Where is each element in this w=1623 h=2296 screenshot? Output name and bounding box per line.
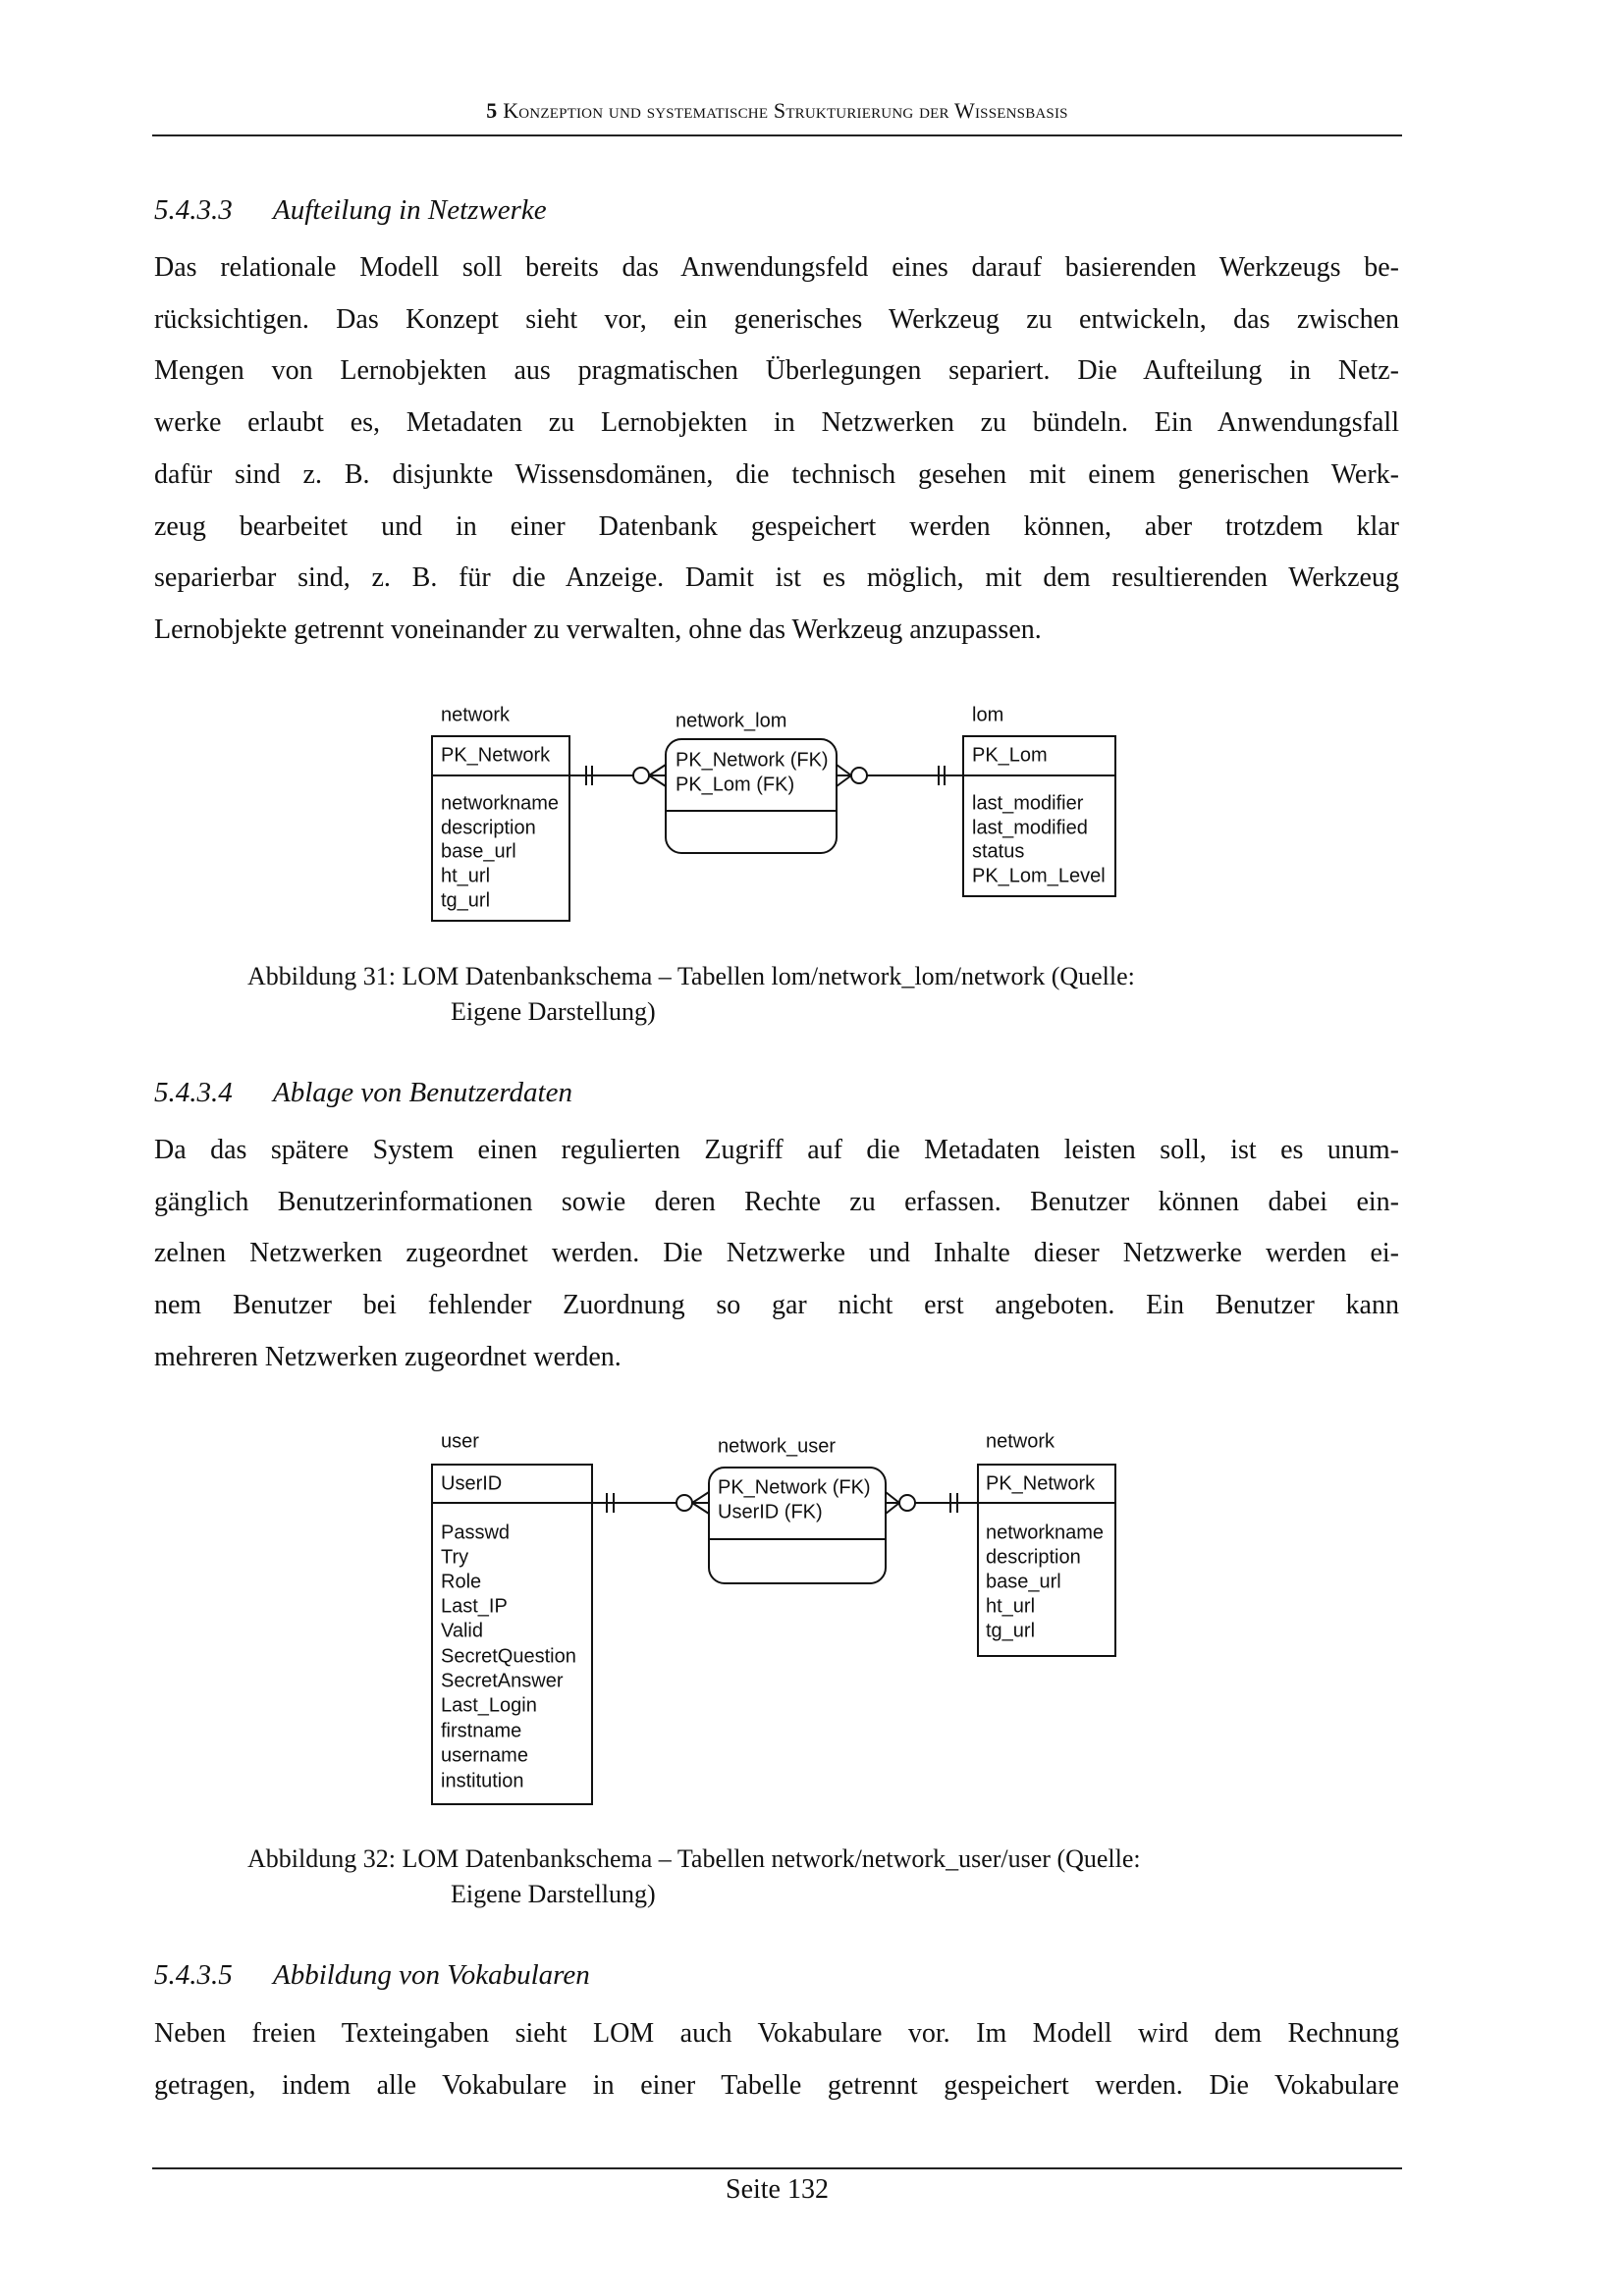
entity-name: network — [441, 704, 511, 726]
primary-key: PK_Network — [441, 744, 551, 767]
attribute: networkname — [441, 792, 560, 815]
text-line: werke erlaubt es, Metadaten zu Lernobjekten in Netzwerken zu bündeln. Ein Anwendungsfall — [154, 407, 1399, 439]
attribute: Valid — [441, 1620, 483, 1642]
text-line: nem Benutzer bei fehlender Zuordnung so gar nicht erst angeboten. Ein Benutzer kann — [154, 1290, 1399, 1321]
text-line: Lernobjekte getrennt voneinander zu verwalten, ohne das Werkzeug anzupassen. — [154, 614, 1042, 645]
figure-caption — [247, 959, 1318, 1030]
attribute: last_modified — [972, 817, 1088, 839]
paragraph — [154, 2008, 1399, 2111]
relationship-connector — [592, 1492, 709, 1514]
attribute: SecretAnswer — [441, 1670, 564, 1692]
section-number: 5.4.3.3 — [154, 194, 233, 226]
entity-name: network — [986, 1430, 1055, 1453]
foreign-key: PK_Network (FK) — [676, 749, 829, 772]
text-line: mehreren Netzwerken zugeordnet werden. — [154, 1341, 622, 1372]
footer-rule — [152, 2167, 1402, 2169]
page-number: Seite 132 — [726, 2174, 829, 2205]
attribute: SecretQuestion — [441, 1645, 576, 1668]
attribute: Passwd — [441, 1522, 511, 1544]
attribute: networkname — [986, 1522, 1105, 1544]
text-line: dafür sind z. B. disjunkte Wissensdomänen, die technisch gesehen mit einem generischen Werk- — [154, 458, 1399, 490]
text-line: zelnen Netzwerken zugeordnet werden. Die Netzwerke und Inhalte dieser Netzwerke werden ei- — [154, 1238, 1399, 1269]
paragraph — [154, 1125, 1399, 1384]
text-line: Neben freien Texteingaben sieht LOM auch Vokabulare vor. Im Modell wird dem Rechnung — [154, 2018, 1399, 2049]
attribute: tg_url — [986, 1620, 1036, 1642]
attribute: ht_url — [441, 865, 491, 887]
attribute: username — [441, 1744, 528, 1767]
attribute: description — [441, 817, 536, 839]
entity-lom — [963, 704, 1115, 896]
section-title: Ablage von Benutzerdaten — [273, 1077, 572, 1108]
attribute: status — [972, 840, 1025, 863]
attribute: Role — [441, 1571, 482, 1593]
entity-name: network_lom — [676, 710, 787, 732]
attribute: last_modifier — [972, 792, 1084, 815]
entity-network-lom — [666, 710, 837, 853]
relationship-connector — [837, 765, 963, 786]
text-line: zeug bearbeitet und in einer Datenbank gespeichert werden können, aber trotzdem klar — [154, 510, 1399, 542]
primary-key: UserID — [441, 1472, 503, 1495]
entity-user — [432, 1430, 592, 1804]
entity-name: network_user — [718, 1435, 837, 1458]
primary-key: PK_Lom — [972, 744, 1048, 767]
figure-caption — [247, 1842, 1318, 1912]
section-title: Abbildung von Vokabularen — [273, 1959, 590, 1991]
section-number: 5.4.3.4 — [154, 1077, 233, 1108]
text-line: Das relationale Modell soll bereits das Anwendungsfeld eines darauf basierenden Werkzeugs be- — [154, 252, 1399, 283]
attribute: PK_Lom_Level — [972, 865, 1106, 887]
attribute: Try — [441, 1546, 469, 1569]
text-line: getragen, indem alle Vokabulare in einer Tabelle getrennt gespeichert werden. Die Vokabulare — [154, 2069, 1399, 2101]
chapter-number: 5 — [486, 98, 498, 123]
attribute: Last_IP — [441, 1595, 508, 1618]
primary-key: PK_Network — [986, 1472, 1096, 1495]
attribute: Last_Login — [441, 1694, 537, 1717]
attribute: institution — [441, 1770, 524, 1792]
relationship-connector — [569, 765, 666, 786]
text-line: separierbar sind, z. B. für die Anzeige. Damit ist es möglich, mit dem resultierenden Werkzeug — [154, 562, 1399, 594]
section-heading — [154, 1959, 590, 1992]
text-line: rücksichtigen. Das Konzept sieht vor, ein generisches Werkzeug zu entwickeln, das zwischen — [154, 303, 1399, 335]
foreign-key: PK_Lom (FK) — [676, 774, 795, 796]
caption-line: Eigene Darstellung) — [451, 1880, 656, 1908]
section-heading — [154, 1077, 572, 1109]
attribute: firstname — [441, 1720, 522, 1742]
attribute: base_url — [441, 840, 516, 863]
foreign-key: PK_Network (FK) — [718, 1476, 871, 1499]
attribute: base_url — [986, 1571, 1061, 1593]
caption-line: Abbildung 31: LOM Datenbankschema – Tabellen lom/network_lom/network (Quelle: — [247, 962, 1135, 990]
entity-name: user — [441, 1430, 479, 1453]
attribute: description — [986, 1546, 1081, 1569]
text-line: gänglich Benutzerinformationen sowie deren Rechte zu erfassen. Benutzer können dabei ein- — [154, 1186, 1399, 1217]
entity-name: lom — [972, 704, 1004, 726]
relationship-connector — [886, 1492, 978, 1514]
section-title: Aufteilung in Netzwerke — [273, 194, 547, 226]
entity-network — [978, 1430, 1115, 1656]
text-line: Mengen von Lernobjekten aus pragmatischen Überlegungen separiert. Die Aufteilung in Netz- — [154, 355, 1399, 387]
chapter-title: Konzeption und systematische Strukturierung der Wissensbasis — [503, 98, 1068, 123]
caption-line: Abbildung 32: LOM Datenbankschema – Tabellen network/network_user/user (Quelle: — [247, 1844, 1141, 1873]
text-line: Da das spätere System einen regulierten Zugriff auf die Metadaten leisten soll, ist es unum- — [154, 1135, 1399, 1165]
foreign-key: UserID (FK) — [718, 1501, 823, 1523]
caption-line: Eigene Darstellung) — [451, 997, 656, 1026]
attribute: tg_url — [441, 889, 491, 912]
entity-network-user — [709, 1435, 886, 1583]
section-number: 5.4.3.5 — [154, 1959, 233, 1991]
attribute: ht_url — [986, 1595, 1036, 1618]
entity-network — [432, 704, 569, 921]
